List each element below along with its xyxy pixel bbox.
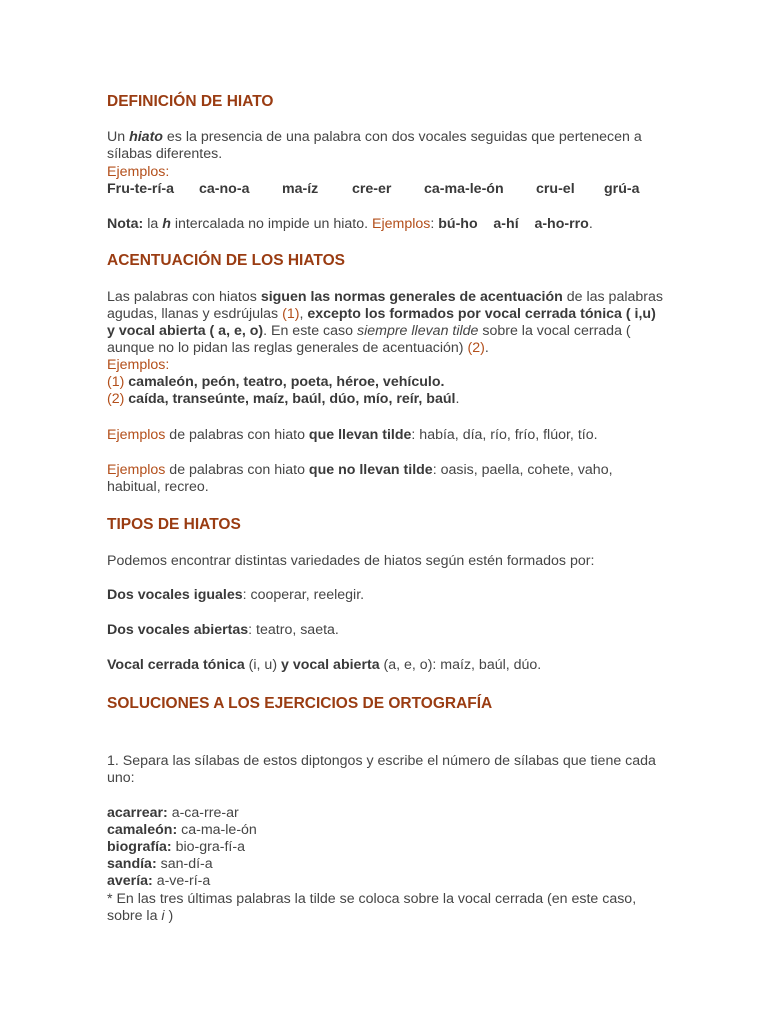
- tipo-cerrada-abierta: Vocal cerrada tónica (i, u) y vocal abierta (a, e, o): maíz, baúl, dúo.: [107, 657, 542, 673]
- example-word: grú-a: [604, 181, 640, 197]
- heading-tipos-hiatos: TIPOS DE HIATOS: [107, 516, 241, 533]
- paragraph-llevan-tilde: Ejemplos de palabras con hiato que llevan tilde: había, día, río, frío, flúor, tío.: [107, 427, 598, 443]
- heading-definicion-hiato: DEFINICIÓN DE HIATO: [107, 93, 274, 110]
- ejemplos-label: Ejemplos:: [107, 357, 170, 373]
- example-word: ca-no-a: [199, 181, 250, 197]
- tipo-vocales-iguales: Dos vocales iguales: cooperar, reelegir.: [107, 587, 365, 603]
- paragraph-acentuacion: Las palabras con hiatos siguen las normas generales de acentuación de las palabras agudas, llanas y esdrújulas (1), excepto los formados por vocal cerrada tónica ( i,u) y vocal abierta ( a, e, o). En este caso siempre llevan tilde sobre la vocal cerrada ( aunque no lo pidan las reglas generales de acentuación) (2).: [107, 289, 663, 356]
- exercise-question: 1. Separa las sílabas de estos diptongos y escribe el número de sílabas que tiene cada uno:: [107, 753, 656, 786]
- example-list-1: (1) camaleón, peón, teatro, poeta, héroe, vehículo.: [107, 374, 445, 390]
- examples-row: [0, 181, 768, 199]
- answer-line: acarrear: a-ca-rre-ar: [107, 805, 239, 821]
- ejemplos-label: Ejemplos:: [107, 164, 170, 180]
- example-word: Fru-te-rí-a: [107, 181, 174, 197]
- tipo-vocales-abiertas: Dos vocales abiertas: teatro, saeta.: [107, 622, 339, 638]
- example-word: cru-el: [536, 181, 575, 197]
- example-word: ca-ma-le-ón: [424, 181, 504, 197]
- nota-line: Nota: la h intercalada no impide un hiato. Ejemplos: bú-ho a-hí a-ho-rro.: [107, 216, 593, 232]
- paragraph-tipos-intro: Podemos encontrar distintas variedades de hiatos según estén formados por:: [107, 553, 595, 569]
- example-list-2: (2) caída, transeúnte, maíz, baúl, dúo, mío, reír, baúl.: [107, 391, 460, 407]
- answer-line: sandía: san-dí-a: [107, 856, 213, 872]
- example-word: cre-er: [352, 181, 392, 197]
- paragraph-definicion: Un hiato es la presencia de una palabra con dos vocales seguidas que pertenecen a sílabas diferentes.: [107, 129, 642, 162]
- heading-acentuacion-hiatos: ACENTUACIÓN DE LOS HIATOS: [107, 252, 345, 269]
- answer-note: * En las tres últimas palabras la tilde se coloca sobre la vocal cerrada (en este caso, sobre la i ): [107, 891, 637, 924]
- heading-soluciones: SOLUCIONES A LOS EJERCICIOS DE ORTOGRAFÍA: [107, 695, 493, 712]
- paragraph-no-llevan-tilde: Ejemplos de palabras con hiato que no llevan tilde: oasis, paella, cohete, vaho, habitual, recreo.: [107, 462, 613, 495]
- answer-line: camaleón: ca-ma-le-ón: [107, 822, 257, 838]
- answer-line: avería: a-ve-rí-a: [107, 873, 211, 889]
- example-word: ma-íz: [282, 181, 319, 197]
- answer-line: biografía: bio-gra-fí-a: [107, 839, 245, 855]
